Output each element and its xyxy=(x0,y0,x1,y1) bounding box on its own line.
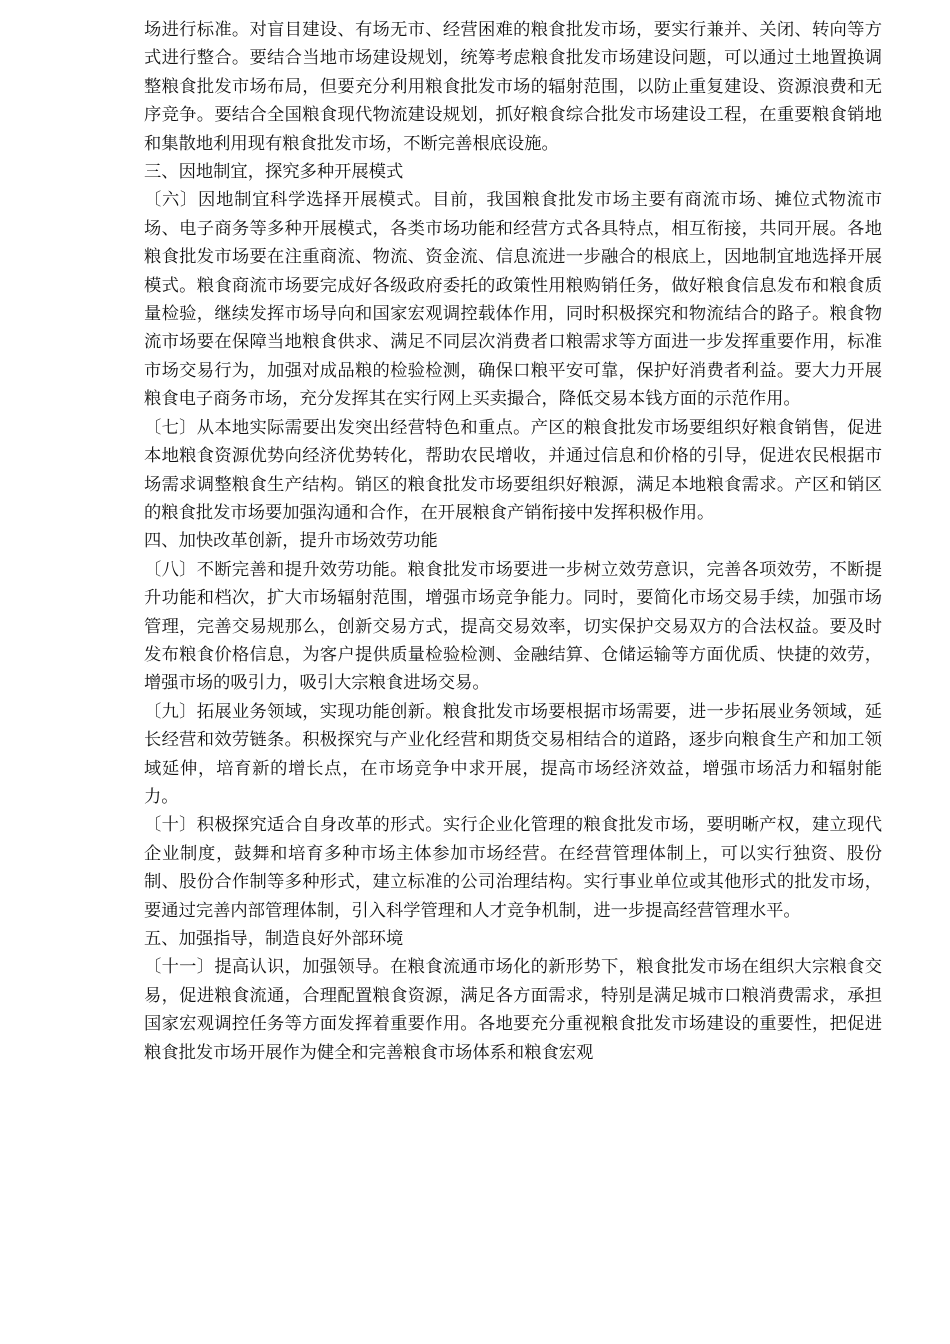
paragraph-item-9: 〔九〕拓展业务领域，实现功能创新。粮食批发市场要根据市场需要，进一步拓展业务领域，延长经营和效劳链条。积极探究与产业化经营和期货交易相结合的道路，逐步向粮食生产和加工领域延伸，培育新的增长点，在市场竞争中求开展，提高市场经济效益，增强市场活力和辐射能力。 xyxy=(144,701,882,807)
paragraph-item-7: 〔七〕从本地实际需要出发突出经营特色和重点。产区的粮食批发市场要组织好粮食销售，促进本地粮食资源优势向经济优势转化，帮助农民增收，并通过信息和价格的引导，促进农民根据市场需求调整粮食生产结构。销区的粮食批发市场要组织好粮源，满足本地粮食需求。产区和销区的粮食批发市场要加强沟通和合作，在开展粮食产销衔接中发挥积极作用。 xyxy=(144,417,882,523)
paragraph-item-8: 〔八〕不断完善和提升效劳功能。粮食批发市场要进一步树立效劳意识，完善各项效劳，不断提升功能和档次，扩大市场辐射范围，增强市场竞争能力。同时，要简化市场交易手续，加强市场管理，完善交易规那么，创新交易方式，提高交易效率，切实保护交易双方的合法权益。要及时发布粮食价格信息，为客户提供质量检验检测、金融结算、仓储运输等方面优质、快捷的效劳，增强市场的吸引力，吸引大宗粮食进场交易。 xyxy=(144,559,882,694)
section-heading-3: 三、因地制宜，探究多种开展模式 xyxy=(144,162,404,183)
section-heading-5: 五、加强指导，制造良好外部环境 xyxy=(144,929,404,949)
paragraph-item-6: 〔六〕因地制宜科学选择开展模式。目前，我国粮食批发市场主要有商流市场、摊位式物流市场、电子商务等多种开展模式，各类市场功能和经营方式各具特点，相互衔接，共同开展。各地粮食批发市场要在注重商流、物流、资金流、信息流进一步融合的根底上，因地制宜地选择开展模式。粮食商流市场要完成好各级政府委托的政策性用粮购销任务，做好粮食信息发布和粮食质量检验，继续发挥市场导向和国家宏观调控载体作用，同时积极探究和物流结合的路子。粮食物流市场要在保障当地粮食供求、满足不同层次消费者口粮需求等方面进一步发挥重要作用，标准市场交易行为，加强对成品粮的检验检测，确保口粮平安可靠，保护好消费者利益。要大力开展粮食电子商务市场，充分发挥其在实行网上买卖撮合，降低交易本钱方面的示范作用。 xyxy=(144,190,882,410)
paragraph-item-11: 〔十一〕提高认识，加强领导。在粮食流通市场化的新形势下，粮食批发市场在组织大宗粮食交易，促进粮食流通，合理配置粮食资源，满足各方面需求，特别是满足城市口粮消费需求，承担国家宏观调控任务等方面发挥着重要作用。各地要充分重视粮食批发市场建设的重要性，把促进粮食批发市场开展作为健全和完善粮食市场体系和粮食宏观 xyxy=(144,957,882,1063)
section-heading-4: 四、加快改革创新，提升市场效劳功能 xyxy=(144,531,438,552)
paragraph-intro-continuation: 场进行标准。对盲目建设、有场无市、经营困难的粮食批发市场，要实行兼并、关闭、转向等方式进行整合。要结合当地市场建设规划，统筹考虑粮食批发市场建设问题，可以通过土地置换调整粮食批发市场布局，但要充分利用粮食批发市场的辐射范围，以防止重复建设、资源浪费和无序竞争。要结合全国粮食现代物流建设规划，抓好粮食综合批发市场建设工程，在重要粮食销地和集散地利用现有粮食批发市场，不断完善根底设施。 xyxy=(144,20,882,154)
paragraph-item-10: 〔十〕积极探究适合自身改革的形式。实行企业化管理的粮食批发市场，要明晰产权，建立现代企业制度，鼓舞和培育多种市场主体参加市场经营。在经营管理体制上，可以实行独资、股份制、股份合作制等多种形式，建立标准的公司治理结构。实行事业单位或其他形式的批发市场，要通过完善内部管理体制，引入科学管理和人才竞争机制，进一步提高经营管理水平。 xyxy=(144,815,882,921)
document-page xyxy=(144,16,882,1067)
